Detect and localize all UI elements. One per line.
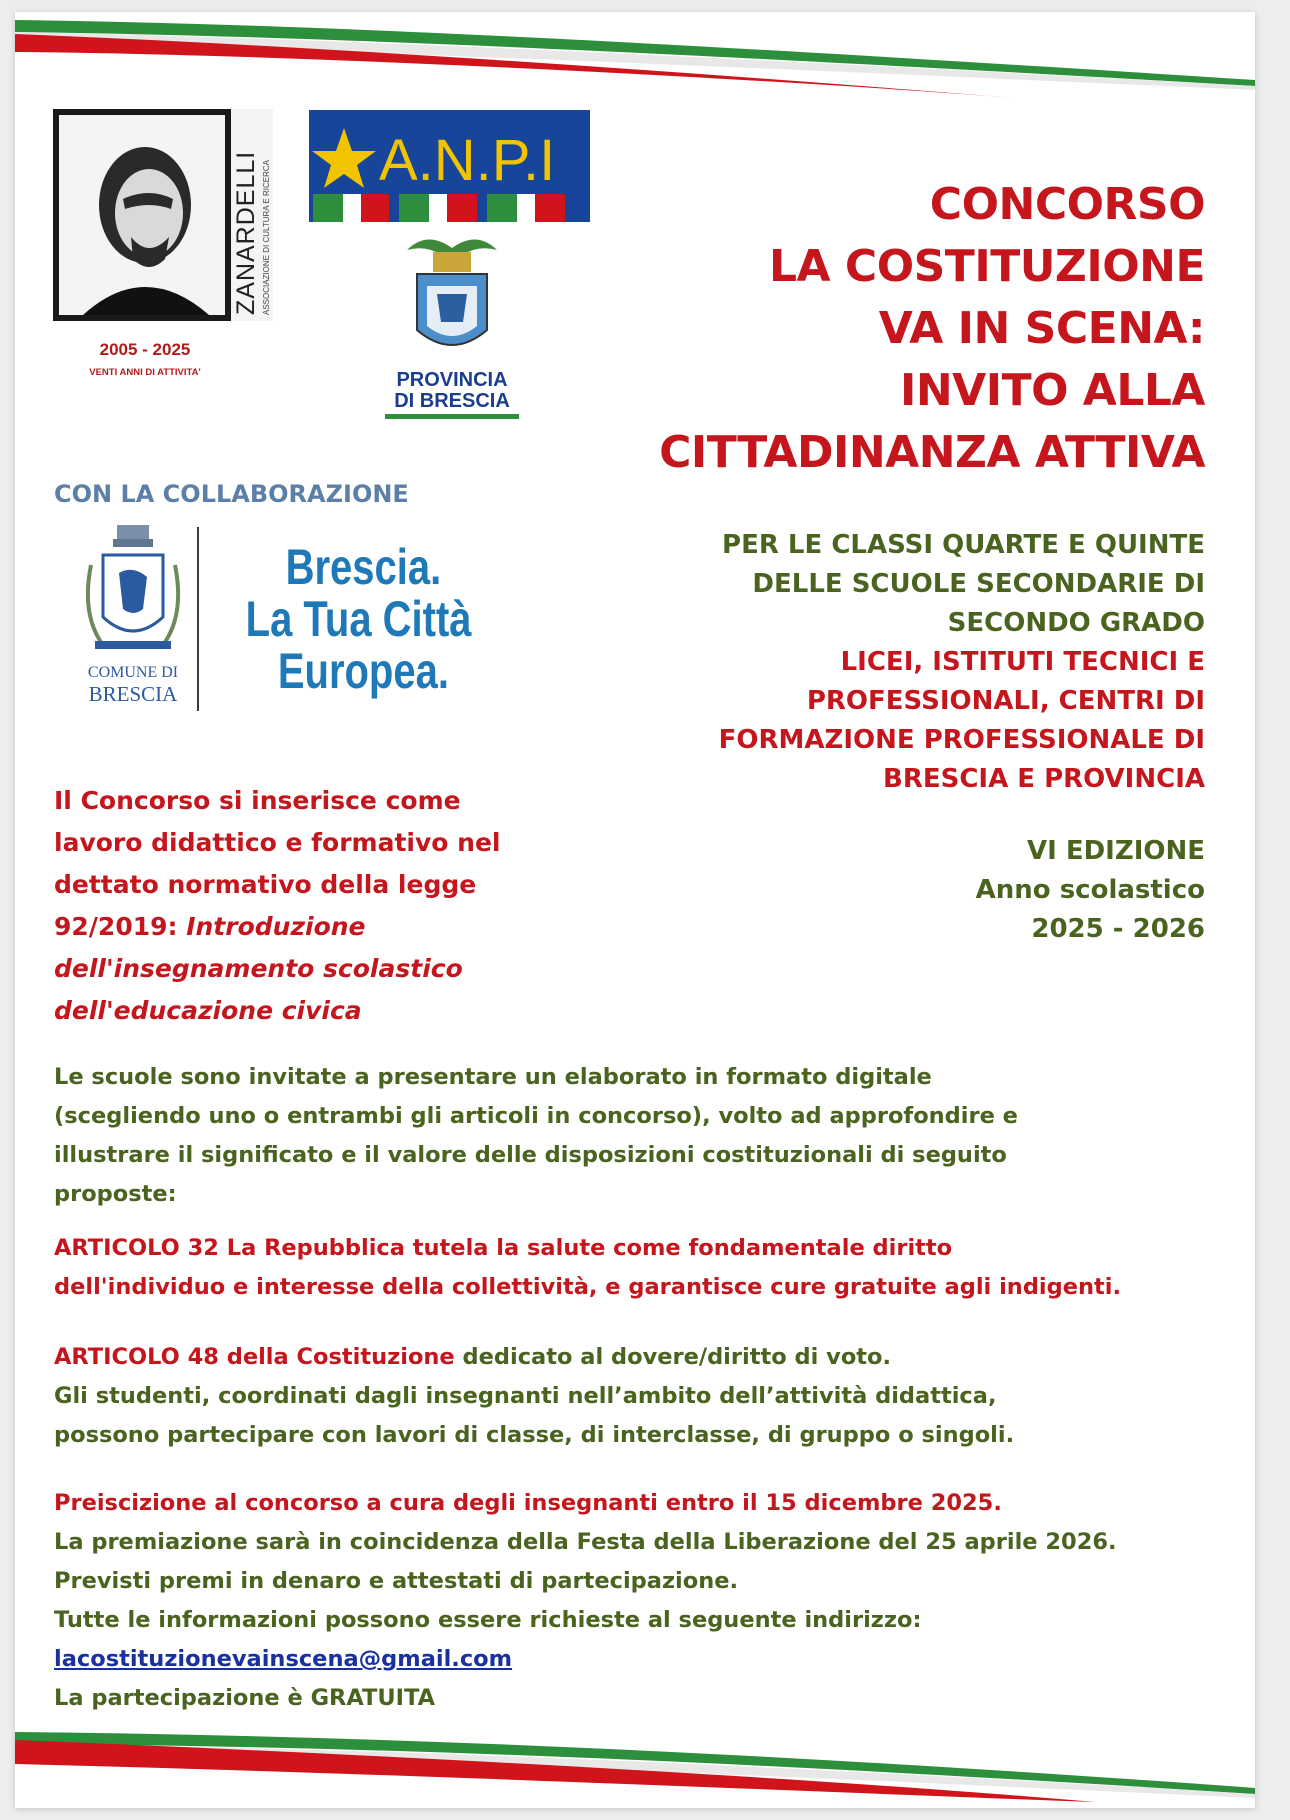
intro-line: dell'educazione civica <box>54 996 362 1025</box>
zanardelli-logo <box>53 109 273 387</box>
school-year-label: Anno scolastico <box>975 875 1205 905</box>
contact-email-link[interactable]: lacostituzionevainscena@gmail.com <box>54 1646 513 1672</box>
law-title: Introduzione <box>186 912 366 941</box>
zanardelli-years: 2005 - 2025 <box>99 340 191 359</box>
intro-line: Il Concorso si inserisce come <box>54 786 461 815</box>
anpi-name: A.N.P.I <box>379 128 556 193</box>
target-line: DELLE SCUOLE SECONDARIE DI <box>752 569 1205 599</box>
title-line: CONCORSO <box>929 179 1205 230</box>
target-line: PROFESSIONALI, CENTRI DI <box>806 686 1205 716</box>
target-line: BRESCIA E PROVINCIA <box>883 764 1205 794</box>
contest-title <box>505 174 1205 484</box>
intro-paragraph <box>54 780 524 1032</box>
paragraph-line: dell'individuo e interesse della collettività, e garantisce cure gratuite agli indigenti. <box>54 1274 1122 1300</box>
article-32-paragraph <box>54 1229 1224 1307</box>
tricolore-flag-bottom <box>15 1722 1255 1808</box>
zanardelli-subtitle-text: ASSOCIAZIONE DI CULTURA E RICERCA <box>262 160 271 315</box>
zanardelli-tagline: VENTI ANNI DI ATTIVITA' <box>89 367 201 378</box>
intro-line: dettato normativo della legge <box>54 870 477 899</box>
paragraph-line: (scegliendo uno o entrambi gli articoli in concorso), volto ad approfondire e <box>54 1103 1018 1129</box>
tricolore-flag-top <box>15 12 1255 112</box>
preregistration-deadline: Preiscizione al concorso a cura degli insegnanti entro il 15 dicembre 2025. <box>54 1490 1002 1516</box>
intro-line: lavoro didattico e formativo nel <box>54 828 501 857</box>
comune-line1: COMUNE DI <box>87 664 179 681</box>
schools-invited-paragraph <box>54 1058 1224 1214</box>
article-48-label: ARTICOLO 48 della Costituzione <box>54 1344 455 1370</box>
zanardelli-name-text: ZANARDELLI <box>232 150 260 315</box>
target-line: PER LE CLASSI QUARTE E QUINTE <box>722 530 1205 560</box>
target-line: SECONDO GRADO <box>947 608 1205 638</box>
poster <box>15 12 1255 1808</box>
paragraph-line: proposte: <box>54 1181 177 1207</box>
title-line: LA COSTITUZIONE <box>769 241 1205 292</box>
provincia-line1: PROVINCIA <box>396 369 508 391</box>
crown-icon <box>117 525 149 539</box>
contact-info: Tutte le informazioni possono essere richieste al seguente indirizzo: <box>54 1607 922 1633</box>
provincia-line2: DI BRESCIA <box>394 390 510 412</box>
target-line: LICEI, ISTITUTI TECNICI E <box>840 647 1205 677</box>
paragraph-line <box>54 1338 1224 1377</box>
paragraph-line: Le scuole sono invitate a presentare un elaborato in formato digitale <box>54 1064 932 1090</box>
edition-number: VI EDIZIONE <box>1026 836 1205 866</box>
info-paragraph <box>54 1484 1224 1718</box>
prizes-info: Previsti premi in denaro e attestati di partecipazione. <box>54 1568 739 1594</box>
edition-info <box>905 832 1205 949</box>
brescia-europea-line1: Brescia. <box>285 538 442 596</box>
free-participation: La partecipazione è GRATUITA <box>54 1685 436 1711</box>
brescia-europea-logo <box>229 532 499 712</box>
comune-brescia-logo <box>73 525 193 715</box>
collaboration-label: CON LA COLLABORAZIONE <box>54 480 409 508</box>
title-line: CITTADINANZA ATTIVA <box>659 427 1205 478</box>
target-line: FORMAZIONE PROFESSIONALE DI <box>718 725 1205 755</box>
article-48-paragraph <box>54 1338 1224 1455</box>
logo-divider <box>197 527 199 711</box>
intro-line: dell'insegnamento scolastico <box>54 954 463 983</box>
target-audience <box>545 526 1205 799</box>
paragraph-line: possono partecipare con lavori di classe, di interclasse, di gruppo o singoli. <box>54 1422 1015 1448</box>
article-48-description: dedicato al dovere/diritto di voto. <box>454 1344 892 1370</box>
paragraph-line: Gli studenti, coordinati dagli insegnanti nell’ambito dell’attività didattica, <box>54 1383 997 1409</box>
school-year: 2025 - 2026 <box>1031 914 1205 944</box>
award-date: La premiazione sarà in coincidenza della Festa della Liberazione del 25 aprile 2026. <box>54 1529 1117 1555</box>
brescia-europea-line2: La Tua Città <box>245 590 472 648</box>
paragraph-line: illustrare il significato e il valore delle disposizioni costituzionali di seguito <box>54 1142 1007 1168</box>
title-line: VA IN SCENA: <box>878 303 1205 354</box>
paragraph-line: ARTICOLO 32 La Repubblica tutela la salute come fondamentale diritto <box>54 1235 953 1261</box>
comune-line2: BRESCIA <box>88 682 178 706</box>
title-line: INVITO ALLA <box>899 365 1205 416</box>
intro-line <box>54 906 524 948</box>
brescia-europea-line3: Europea. <box>277 642 449 700</box>
law-number: 92/2019: <box>54 912 187 941</box>
